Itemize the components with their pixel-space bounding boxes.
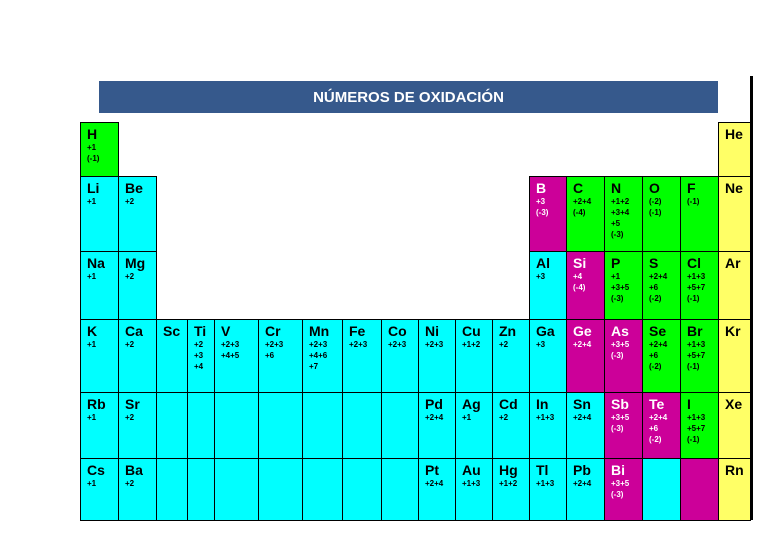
oxidation-state: (-3): [536, 208, 549, 217]
element-symbol: Cr: [265, 323, 281, 339]
oxidation-state: +2+3: [349, 340, 368, 349]
oxidation-state: +3+5: [611, 283, 630, 292]
element-symbol: Ni: [425, 323, 439, 339]
element-cell-h: [80, 122, 119, 177]
oxidation-state: +7: [309, 362, 319, 371]
oxidation-state: +1+2: [499, 479, 518, 488]
element-symbol: Ne: [725, 180, 743, 196]
element-cell-empty: [214, 458, 259, 521]
element-cell-ag: [455, 392, 493, 459]
element-cell-he: [718, 122, 751, 177]
oxidation-state: +1+3: [536, 479, 555, 488]
oxidation-state: +1: [87, 479, 97, 488]
element-symbol: Cs: [87, 462, 105, 478]
oxidation-state: +6: [649, 351, 659, 360]
element-cell-cl: [680, 251, 719, 320]
element-symbol: Te: [649, 396, 665, 412]
oxidation-state: +3: [536, 272, 546, 281]
oxidation-state: +3: [536, 197, 546, 206]
oxidation-state: +2+3: [221, 340, 240, 349]
element-symbol: Br: [687, 323, 703, 339]
element-cell-empty: [342, 392, 382, 459]
oxidation-state: +2+4: [573, 340, 592, 349]
element-cell-xe: [718, 392, 751, 459]
element-cell-ba: [118, 458, 157, 521]
oxidation-state: (-2): [649, 435, 662, 444]
element-cell-empty: [642, 458, 681, 521]
element-cell-ti: [187, 319, 215, 393]
oxidation-state: +5: [611, 219, 621, 228]
element-cell-tl: [529, 458, 567, 521]
oxidation-state: +2+4: [649, 413, 668, 422]
element-cell-si: [566, 251, 605, 320]
element-cell-mn: [302, 319, 343, 393]
element-symbol: Mn: [309, 323, 330, 339]
element-symbol: Be: [125, 180, 143, 196]
oxidation-state: (-1): [687, 197, 700, 206]
element-symbol: As: [611, 323, 629, 339]
element-symbol: Cd: [499, 396, 518, 412]
element-symbol: Sb: [611, 396, 629, 412]
oxidation-state: +1: [611, 272, 621, 281]
element-cell-kr: [718, 319, 751, 393]
oxidation-state: +4: [573, 272, 583, 281]
element-cell-sr: [118, 392, 157, 459]
element-symbol: Rb: [87, 396, 106, 412]
element-symbol: P: [611, 255, 621, 271]
element-cell-co: [381, 319, 419, 393]
element-cell-sn: [566, 392, 605, 459]
oxidation-state: (-1): [687, 362, 700, 371]
oxidation-state: +1+3: [536, 413, 555, 422]
element-cell-empty: [156, 458, 188, 521]
element-cell-sb: [604, 392, 643, 459]
element-cell-na: [80, 251, 119, 320]
element-cell-i: [680, 392, 719, 459]
element-cell-empty: [187, 458, 215, 521]
element-cell-as: [604, 319, 643, 393]
element-symbol: Ar: [725, 255, 741, 271]
oxidation-state: (-3): [611, 294, 624, 303]
oxidation-state: (-3): [611, 230, 624, 239]
element-symbol: Au: [462, 462, 481, 478]
element-symbol: O: [649, 180, 660, 196]
oxidation-state: (-1): [687, 294, 700, 303]
oxidation-state: +4: [194, 362, 204, 371]
element-cell-f: [680, 176, 719, 252]
oxidation-state: +1+3: [687, 413, 706, 422]
element-symbol: N: [611, 180, 622, 196]
element-symbol: Ba: [125, 462, 143, 478]
element-symbol: Pd: [425, 396, 443, 412]
oxidation-state: +3+5: [611, 340, 630, 349]
oxidation-state: (-3): [611, 490, 624, 499]
element-cell-pb: [566, 458, 605, 521]
oxidation-state: (-4): [573, 208, 586, 217]
element-cell-cs: [80, 458, 119, 521]
element-symbol: Tl: [536, 462, 549, 478]
oxidation-state: +2+4: [649, 340, 668, 349]
element-symbol: Ti: [194, 323, 207, 339]
oxidation-state: (-3): [611, 424, 624, 433]
oxidation-state: +4+5: [221, 351, 240, 360]
oxidation-state: +2: [194, 340, 204, 349]
element-cell-zn: [492, 319, 530, 393]
element-symbol: Na: [87, 255, 105, 271]
element-cell-cr: [258, 319, 303, 393]
element-cell-empty: [302, 458, 343, 521]
element-cell-rn: [718, 458, 751, 521]
element-symbol: F: [687, 180, 696, 196]
oxidation-state: +1+3: [687, 272, 706, 281]
oxidation-state: (-4): [573, 283, 586, 292]
element-symbol: V: [221, 323, 231, 339]
oxidation-state: +2: [125, 413, 135, 422]
oxidation-state: +2: [499, 413, 509, 422]
element-cell-te: [642, 392, 681, 459]
element-cell-empty: [187, 392, 215, 459]
oxidation-state: +3+5: [611, 479, 630, 488]
element-cell-li: [80, 176, 119, 252]
element-cell-empty: [381, 392, 419, 459]
oxidation-state: +6: [649, 424, 659, 433]
element-cell-empty: [342, 458, 382, 521]
element-symbol: Ag: [462, 396, 481, 412]
element-cell-cd: [492, 392, 530, 459]
oxidation-state: +5+7: [687, 351, 706, 360]
element-symbol: Cl: [687, 255, 701, 271]
element-symbol: Sr: [125, 396, 140, 412]
element-cell-k: [80, 319, 119, 393]
element-cell-empty: [156, 392, 188, 459]
element-symbol: He: [725, 126, 743, 142]
element-symbol: Sn: [573, 396, 591, 412]
element-symbol: Se: [649, 323, 667, 339]
oxidation-state: +3: [194, 351, 204, 360]
oxidation-state: +6: [649, 283, 659, 292]
element-cell-ne: [718, 176, 751, 252]
oxidation-state: +1+3: [687, 340, 706, 349]
oxidation-state: +2+4: [573, 197, 592, 206]
oxidation-state: +2: [125, 479, 135, 488]
element-cell-pt: [418, 458, 456, 521]
element-cell-cu: [455, 319, 493, 393]
element-cell-al: [529, 251, 567, 320]
element-cell-in: [529, 392, 567, 459]
oxidation-state: +5+7: [687, 424, 706, 433]
element-symbol: H: [87, 126, 98, 142]
element-symbol: In: [536, 396, 549, 412]
oxidation-state: +2: [125, 197, 135, 206]
element-cell-se: [642, 319, 681, 393]
element-cell-sc: [156, 319, 188, 393]
oxidation-state: +2+3: [425, 340, 444, 349]
oxidation-state: (-1): [649, 208, 662, 217]
element-symbol: Bi: [611, 462, 625, 478]
element-cell-fe: [342, 319, 382, 393]
oxidation-state: +2+3: [309, 340, 328, 349]
element-cell-ga: [529, 319, 567, 393]
element-symbol: Ga: [536, 323, 555, 339]
oxidation-state: +1+2: [462, 340, 481, 349]
oxidation-state: +1: [87, 413, 97, 422]
oxidation-state: (-1): [87, 154, 100, 163]
element-cell-rb: [80, 392, 119, 459]
element-symbol: S: [649, 255, 659, 271]
oxidation-state: +1+3: [462, 479, 481, 488]
element-cell-empty: [302, 392, 343, 459]
element-cell-ni: [418, 319, 456, 393]
element-cell-c: [566, 176, 605, 252]
element-symbol: Sc: [163, 323, 181, 339]
element-symbol: Zn: [499, 323, 517, 339]
element-symbol: K: [87, 323, 98, 339]
element-cell-v: [214, 319, 259, 393]
element-symbol: Fe: [349, 323, 366, 339]
element-symbol: Hg: [499, 462, 518, 478]
oxidation-state: +2+4: [649, 272, 668, 281]
element-cell-empty: [258, 392, 303, 459]
oxidation-state: (-3): [611, 351, 624, 360]
element-cell-mg: [118, 251, 157, 320]
element-symbol: Pt: [425, 462, 439, 478]
element-cell-ge: [566, 319, 605, 393]
oxidation-state: +3+5: [611, 413, 630, 422]
element-cell-pd: [418, 392, 456, 459]
oxidation-state: +1+2: [611, 197, 630, 206]
element-symbol: Ca: [125, 323, 143, 339]
oxidation-state: +1: [87, 143, 97, 152]
oxidation-state: (-2): [649, 197, 662, 206]
oxidation-state: +2+4: [425, 479, 444, 488]
element-symbol: B: [536, 180, 547, 196]
oxidation-state: +2: [125, 340, 135, 349]
oxidation-state: +6: [265, 351, 275, 360]
page-title: NÚMEROS DE OXIDACIÓN: [99, 81, 718, 113]
element-symbol: Rn: [725, 462, 744, 478]
element-cell-o: [642, 176, 681, 252]
element-symbol: Xe: [725, 396, 743, 412]
oxidation-state: +5+7: [687, 283, 706, 292]
oxidation-state: (-2): [649, 294, 662, 303]
element-cell-ca: [118, 319, 157, 393]
oxidation-state: +3+4: [611, 208, 630, 217]
element-cell-be: [118, 176, 157, 252]
element-symbol: Si: [573, 255, 587, 271]
oxidation-state: +2: [499, 340, 509, 349]
element-cell-empty: [258, 458, 303, 521]
element-symbol: Li: [87, 180, 100, 196]
oxidation-state: +1: [462, 413, 472, 422]
element-symbol: Kr: [725, 323, 741, 339]
element-cell-au: [455, 458, 493, 521]
element-cell-n: [604, 176, 643, 252]
element-cell-s: [642, 251, 681, 320]
element-cell-empty: [214, 392, 259, 459]
oxidation-state: +2: [125, 272, 135, 281]
oxidation-state: +2+4: [573, 413, 592, 422]
oxidation-state: +2+3: [265, 340, 284, 349]
oxidation-state: +2+4: [573, 479, 592, 488]
element-symbol: Co: [388, 323, 407, 339]
oxidation-state: +3: [536, 340, 546, 349]
element-cell-br: [680, 319, 719, 393]
element-cell-bi: [604, 458, 643, 521]
element-symbol: Mg: [125, 255, 146, 271]
oxidation-state: +1: [87, 272, 97, 281]
oxidation-state: +1: [87, 197, 97, 206]
element-symbol: Cu: [462, 323, 481, 339]
element-symbol: Pb: [573, 462, 591, 478]
element-cell-p: [604, 251, 643, 320]
oxidation-state: (-1): [687, 435, 700, 444]
element-cell-b: [529, 176, 567, 252]
oxidation-state: (-2): [649, 362, 662, 371]
element-cell-hg: [492, 458, 530, 521]
element-symbol: I: [687, 396, 691, 412]
oxidation-state: +4+6: [309, 351, 328, 360]
oxidation-state: +1: [87, 340, 97, 349]
element-symbol: Ge: [573, 323, 592, 339]
oxidation-state: +2+4: [425, 413, 444, 422]
element-cell-ar: [718, 251, 751, 320]
element-symbol: C: [573, 180, 584, 196]
element-symbol: Al: [536, 255, 550, 271]
element-cell-empty: [680, 458, 719, 521]
oxidation-state: +2+3: [388, 340, 407, 349]
element-cell-empty: [381, 458, 419, 521]
